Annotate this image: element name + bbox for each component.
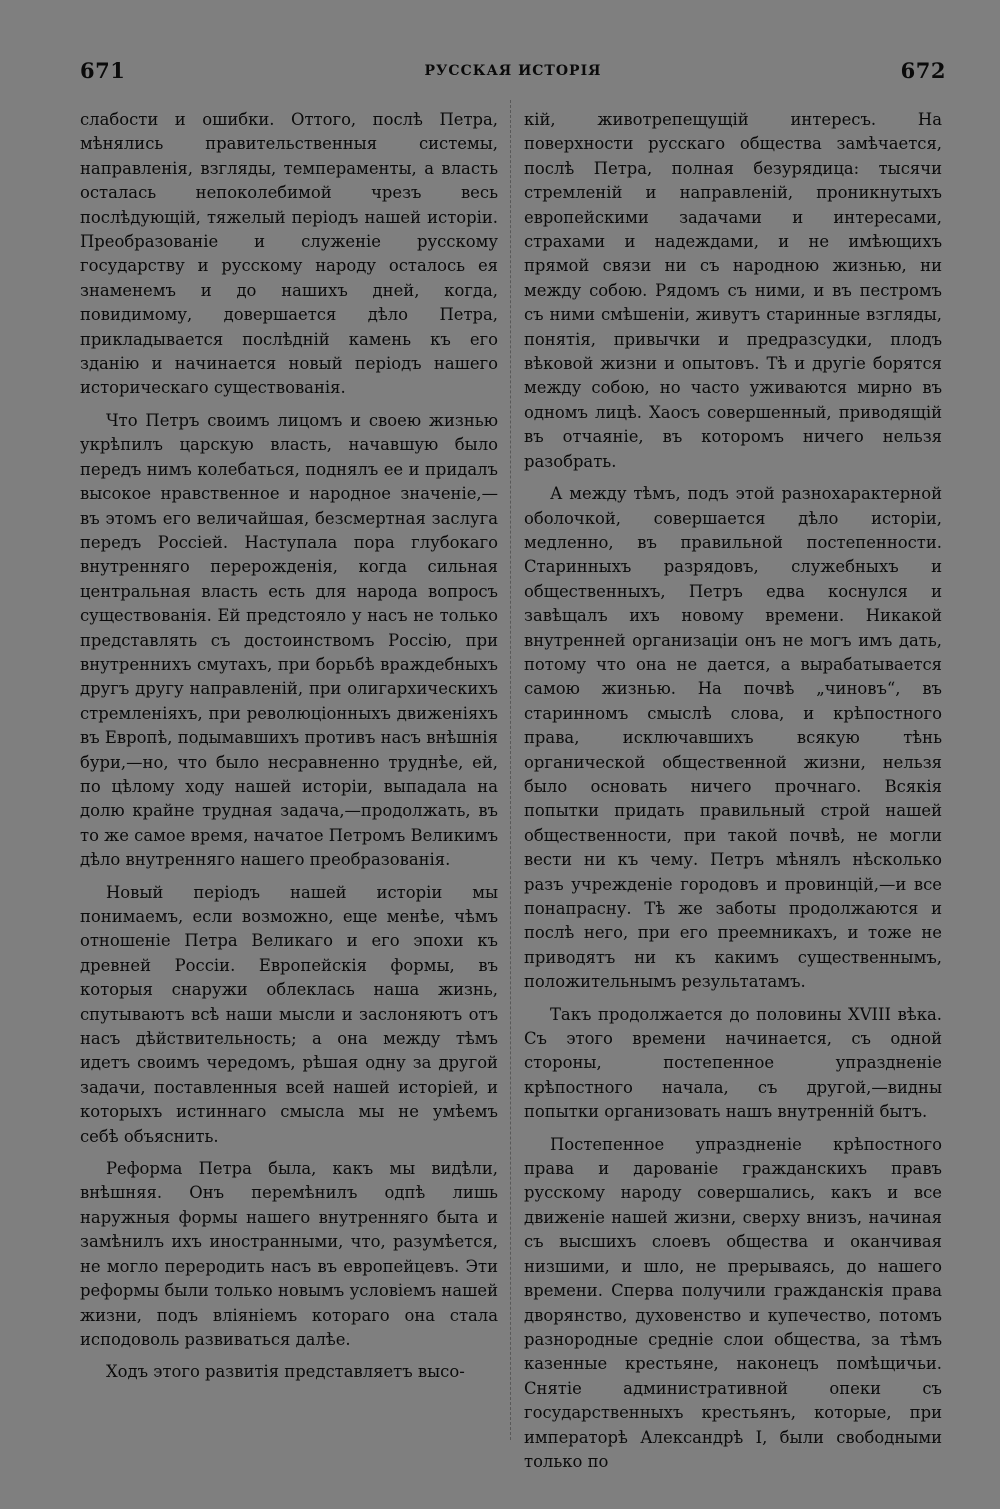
- paragraph: Новый періодъ нашей исторіи мы понимаемъ, если возможно, еще менѣе, чѣмъ отношеніе Петра Великаго и его эпохи къ древней Россіи. Европейскія формы, въ которыя снаружи облеклась наша жизнь, спутываютъ всѣ наши мысли и заслоняютъ отъ насъ дѣйствительность; а она между тѣмъ идетъ своимъ чередомъ, рѣшая одну за другой задачи, поставленныя всей нашей исторіей, и которыхъ истиннаго смысла мы не умѣемъ себѣ объяснить.: [80, 882, 498, 1146]
- paragraph: кій, животрепещущій интересъ. На поверхности русскаго общества замѣчается, послѣ Петра, полная безурядица: тысячи стремленій и направленій, проникнутыхъ европейскими задачами и интересами, страхами и надеждами, и не имѣющихъ прямой связи ни съ народною жизнью, ни между собою. Рядомъ съ ними, и въ пестромъ съ ними смѣшеніи, живутъ старинные взгляды, понятія, привычки и предразсудки, плодъ вѣковой жизни и опытовъ. Тѣ и другіе борятся между собою, но часто уживаются мирно въ одномъ лицѣ. Хаосъ совершенный, приводящій въ отчаяніе, въ которомъ ничего нельзя разобрать.: [524, 110, 942, 471]
- paragraph: Такъ продолжается до половины XVIII вѣка. Съ этого времени начинается, съ одной стороны, постепенное упраздненіе крѣпостного начала, съ другой,—видны попытки организовать нашъ внутренній бытъ.: [524, 1004, 942, 1122]
- paragraph: Что Петръ своимъ лицомъ и своею жизнью укрѣпилъ царскую власть, начавшую было передъ нимъ колебаться, поднялъ ее и придалъ высокое нравственное и народное значеніе,—въ этомъ его величайшая, безсмертная заслуга передъ Россіей. Наступала пора глубокаго внутренняго перерожденія, когда сильная центральная власть есть для народа вопросъ существованія. Ей предстояло у насъ не только представлять съ достоинствомъ Россію, при внутреннихъ смутахъ, при борьбѣ враждебныхъ другъ другу направленій, при олигархическихъ стремленіяхъ, при революціонныхъ движеніяхъ въ Европѣ, подымавшихъ противъ насъ внѣшнія бури,—но, что было несравненно труднѣе, ей, по цѣлому ходу нашей исторіи, выпадала на долю крайне трудная задача,—продолжать, въ то же самое время, начатое Петромъ Великимъ дѣло внутренняго нашего преобразованія.: [80, 410, 498, 870]
- paragraph: слабости и ошибки. Оттого, послѣ Петра, мѣнялись правительственныя системы, направленія, взгляды, темпераменты, а власть осталась непоколебимой чрезъ весь послѣдующій, тяжелый періодъ нашей исторіи. Преобразованіе и служеніе русскому государству и русскому народу осталось ея знаменемъ и до нашихъ дней, когда, повидимому, довершается дѣло Петра, прикладывается послѣдній камень къ его зданію и начинается новый періодъ нашего историческаго существованія.: [80, 110, 498, 398]
- right-column: [524, 108, 942, 1482]
- right-page-number: 672: [900, 58, 946, 83]
- paragraph: Постепенное упраздненіе крѣпостного права и дарованіе гражданскихъ правъ русскому народу совершались, какъ и все движеніе нашей жизни, сверху внизъ, начиная съ высшихъ слоевъ общества и оканчивая низшими, и шло, не прерываясь, до нашего времени. Сперва получили гражданскія права дворянство, духовенство и купечество, потомъ разнородные средніе слои общества, за тѣмъ казенные крестьяне, наконецъ помѣщичьи. Снятіе административной опеки съ государственныхъ крестьянъ, которые, при императорѣ Александрѣ I, были свободными только по: [524, 1134, 942, 1471]
- running-title: РУССКАЯ ИСТОРІЯ: [424, 63, 602, 79]
- column-divider: [510, 100, 511, 1440]
- paragraph: Реформа Петра была, какъ мы видѣли, внѣшняя. Онъ перемѣнилъ одпѣ лишь наружныя формы нашего внутренняго быта и замѣнилъ ихъ иностранными, что, разумѣется, не могло переродить насъ въ европейцевъ. Эти реформы были только новымъ условіемъ нашей жизни, подъ вліяніемъ котораго она стала исподоволь развиваться далѣе.: [80, 1159, 498, 1349]
- paragraph: А между тѣмъ, подъ этой разнохарактерной оболочкой, совершается дѣло исторіи, медленно, въ правильной постепенности. Старинныхъ разрядовъ, служебныхъ и общественныхъ, Петръ едва коснулся и завѣщалъ ихъ новому времени. Никакой внутренней организаціи онъ не могъ имъ дать, потому что она не дается, а вырабатывается самою жизнью. На почвѣ „чиновъ“, въ старинномъ смыслѣ слова, и крѣпостного права, исключавшихъ всякую тѣнь органической общественной жизни, нельзя было основать ничего прочнаго. Всякія попытки придать правильный строй нашей общественности, при такой почвѣ, не могли вести ни къ чему. Петръ мѣнялъ нѣсколько разъ учрежденіе городовъ и провинцій,—и все понапрасну. Тѣ же заботы продолжаются и послѣ него, при его преемникахъ, и тоже не приводятъ ни къ какимъ существеннымъ, положительнымъ результатамъ.: [524, 484, 942, 992]
- left-column: [80, 108, 498, 1393]
- page-header: [80, 58, 946, 88]
- paragraph: Ходъ этого развитія представляетъ высо-: [106, 1362, 465, 1382]
- left-page-number: 671: [80, 58, 126, 83]
